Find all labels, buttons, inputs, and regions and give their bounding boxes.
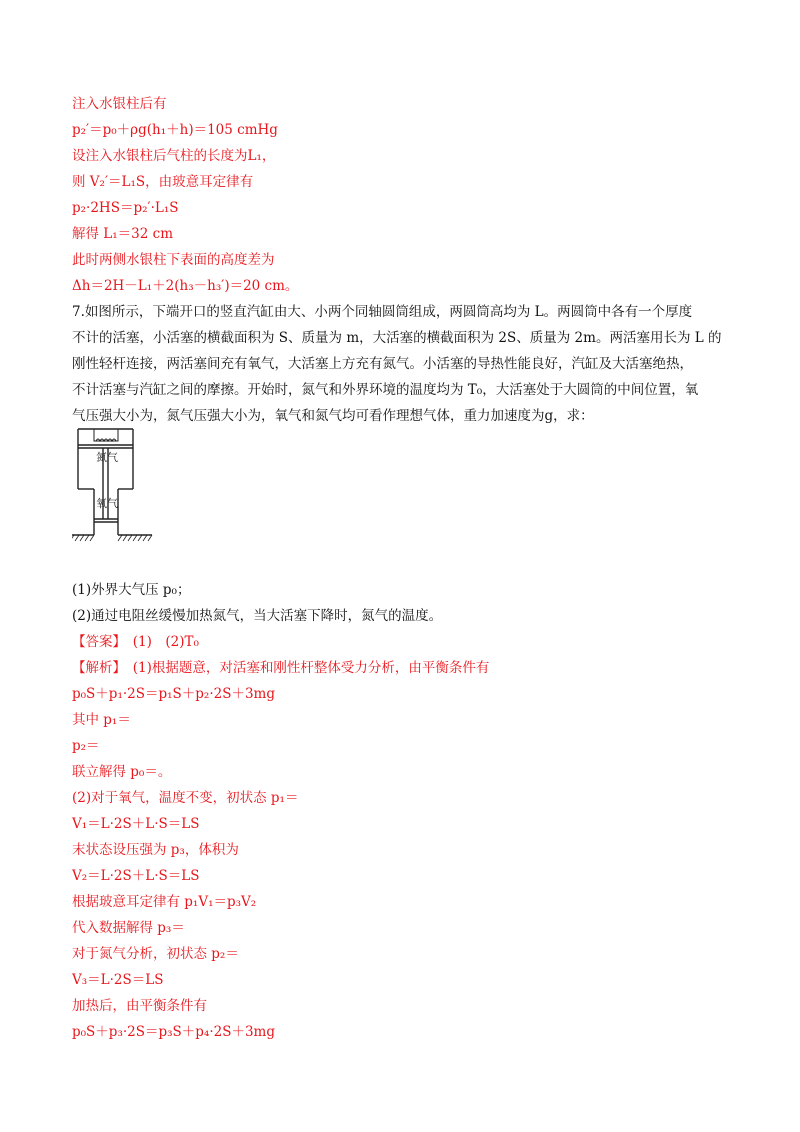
problem-7-line-5: 气压强大小为，氮气压强大小为，氧气和氮气均可看作理想气体，重力加速度为g，求： (72, 408, 594, 424)
analysis-line-14: 加热后，由平衡条件有 (72, 998, 207, 1014)
analysis-line-13: V₃＝L·2S＝LS (72, 972, 164, 988)
problem-7-line-2: 不计的活塞，小活塞的横截面积为 S、质量为 m，大活塞的横截面积为 2S、质量为 2m。两活塞用长为 L 的 (72, 330, 722, 346)
analysis-line-10: 根据玻意耳定律有 p₁V₁＝p₃V₂ (72, 894, 257, 910)
problem-7-line-3: 刚性轻杆连接，两活塞间充有氧气，大活塞上方充有氮气。小活塞的导热性能良好，汽缸及大活塞绝热， (72, 356, 693, 372)
analysis-line-12: 对于氮气分析，初状态 p₂＝ (72, 946, 239, 962)
analysis-line-3: 其中 p₁＝ (72, 712, 131, 728)
text-line-8: Δh＝2H－L₁＋2(h₃－h₃′)＝20 cm。 (72, 278, 299, 294)
analysis-line-5: 联立解得 p₀＝。 (72, 764, 172, 780)
text-line-6: 解得 L₁＝32 cm (72, 226, 173, 242)
text-line-5: p₂·2HS＝p₂′·L₁S (72, 200, 179, 216)
text-line-2: p₂′＝p₀＋ρg(h₁＋h)＝105 cmHg (72, 122, 278, 138)
label-nitrogen: 氮气 (96, 451, 118, 464)
label-oxygen: 氧气 (96, 497, 118, 510)
text-line-3: 设注入水银柱后气柱的长度为L₁， (72, 148, 276, 164)
analysis-line-6: (2)对于氧气，温度不变，初状态 p₁＝ (72, 790, 299, 806)
analysis-line-15: p₀S＋p₃·2S＝p₃S＋p₄·2S＋3mg (72, 1024, 276, 1040)
answer-line: 【答案】 (1) (2)T₀ (72, 634, 199, 650)
question-2: (2)通过电阻丝缓慢加热氮气，当大活塞下降时，氮气的温度。 (72, 608, 443, 624)
analysis-line-11: 代入数据解得 p₃＝ (72, 920, 185, 936)
text-line-4: 则 V₂′＝L₁S，由玻意耳定律有 (72, 174, 254, 190)
problem-7-line-1: 7.如图所示，下端开口的竖直汽缸由大、小两个同轴圆筒组成，两圆筒高均为 L。两圆筒中各有一个厚度 (72, 304, 693, 320)
analysis-line-4: p₂＝ (72, 738, 100, 754)
text-line-1: 注入水银柱后有 (72, 96, 167, 112)
analysis-line-9: V₂＝L·2S＋L·S＝LS (72, 868, 200, 884)
text-line-7: 此时两侧水银柱下表面的高度差为 (72, 252, 275, 268)
analysis-line-1: 【解析】 (1)根据题意，对活塞和刚性杆整体受力分析，由平衡条件有 (72, 660, 490, 676)
analysis-line-2: p₀S＋p₁·2S＝p₁S＋p₂·2S＋3mg (72, 686, 276, 702)
analysis-line-7: V₁＝L·2S＋L·S＝LS (72, 816, 200, 832)
analysis-line-8: 末状态设压强为 p₃，体积为 (72, 842, 239, 858)
question-1: (1)外界大气压 p₀； (72, 582, 191, 598)
cylinder-diagram (72, 427, 162, 555)
problem-7-line-4: 不计活塞与汽缸之间的摩擦。开始时，氮气和外界环境的温度均为 T₀，大活塞处于大圆筒的中间位置，氧 (72, 382, 699, 398)
